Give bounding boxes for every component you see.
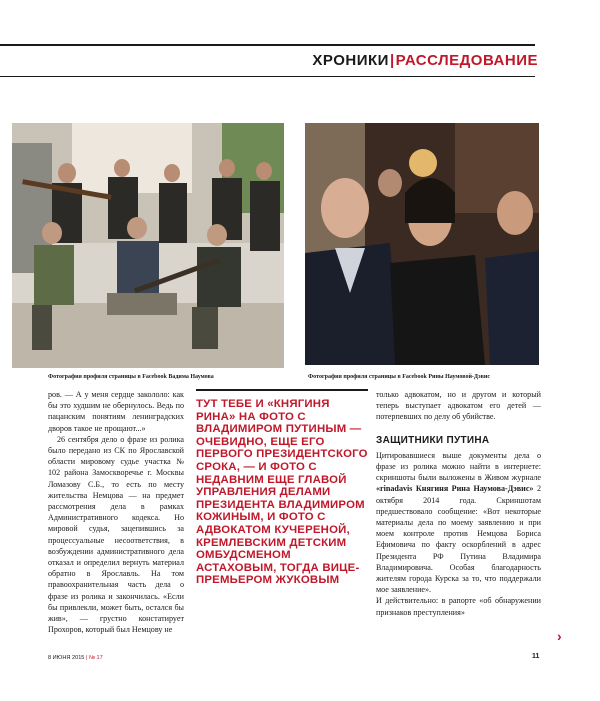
- left-photo-caption: Фотография профиля страницы в Facebook Вадима Наумова: [48, 374, 214, 380]
- paragraph: только адвокатом, но и другом и который теперь выступает адвокатом его детей — потерпевших по делу об убийстве.: [376, 390, 541, 422]
- section-title: ХРОНИКИ: [312, 52, 389, 69]
- subsection-title: РАССЛЕДОВАНИЕ: [395, 52, 538, 69]
- issue-date: 8 ИЮНЯ 2015: [48, 655, 85, 661]
- right-photo-caption: Фотография профиля страницы в Facebook Рины Наумовой-Дэвис: [308, 374, 490, 380]
- header-bottom-rule: [0, 76, 535, 77]
- article-column-right: [376, 389, 541, 618]
- subsection-heading: ЗАЩИТНИКИ ПУТИНА: [376, 434, 490, 446]
- section-divider: |: [389, 52, 395, 69]
- blog-reference: «rinadavis Княгиня Рина Наумова-Дэвис»: [376, 484, 534, 494]
- paragraph-text: 2 октября 2014 года. Скриншотам предшествовало сообщение: «Вот некоторые материалы дела по моему заявлению и при моем контроле против Немцова Бориса Ефимовича по факту оскорблений в адрес Президента РФ Путина Владимира Владимировича. Особая благодарность жителям города Курска за то, что поддержали мое заявление».: [376, 484, 541, 595]
- article-column-left: [48, 389, 184, 635]
- paragraph: [376, 450, 541, 596]
- footer-date-issue: [48, 655, 103, 661]
- issue-number: № 17: [89, 655, 103, 661]
- photo-reception: [305, 123, 539, 365]
- page-number: 11: [532, 653, 540, 660]
- next-page-arrow-icon[interactable]: ›: [557, 628, 562, 644]
- pull-quote: ТУТ ТЕБЕ И «КНЯГИНЯ РИНА» НА ФОТО С ВЛАДИМИРОМ ПУТИНЫМ — ОЧЕВИДНО, ЕЩЕ ЕГО ПЕРВОГО ПРЕЗИДЕНТСКОГО СРОКА, — И ФОТО С НЕДАВНИМ ЕЩЕ ГЛАВОЙ УПРАВЛЕНИЯ ДЕЛАМИ ПРЕЗИДЕНТА ВЛАДИМИРОМ КОЖИНЫМ, И ФОТО С АДВОКАТОМ КУЧЕРЕНОЙ, КРЕМЛЕВСКИМ ДЕТСКИМ ОМБУДСМЕНОМ АСТАХОВЫМ, ТОГДА ВИЦЕ-ПРЕМЬЕРОМ ЖУКОВЫМ: [196, 398, 368, 587]
- issue-divider: |: [85, 655, 88, 661]
- header-top-rule: [0, 44, 535, 46]
- section-header: [312, 52, 538, 69]
- paragraph: И действительно: в рапорте «об обнаружении признаков преступления»: [376, 596, 541, 617]
- paragraph: ров. — А у меня сердце закололо: как бы это худшим не обернулось. Ведь по пацанским понятиям ленинградских дворов такое не прощают...»: [48, 390, 184, 433]
- photo-rina-naumova-davis: [305, 123, 539, 365]
- photo-vadim-naumov: [12, 123, 284, 368]
- photo-group-armed-men: [12, 123, 284, 368]
- paragraph-text: Цитировавшиеся выше документы дела о фразе из ролика можно найти в интернете: скриншоты были выложены в Живом журнале: [376, 450, 541, 483]
- quote-top-rule: [196, 389, 368, 391]
- paragraph: 26 сентября дело о фразе из ролика было передано из СК по Ярославской области мировому судье участка № 102 района Замоскворечье г. Москвы Ломазову С.Б., то есть по месту жительства Немцова — на предмет рассмотрения дела в рамках Административного кодекса. Но мировой судья, зацепившись за процессуальные несоответствия, в возбуждении административного дела отказал и определил вернуть материал обратно в Ярославль. На том правоохранительная часть дела о фразе из ролика и закончилась. «Если бы привлекли, может быть, остался бы жив», — грустно констатирует Прохоров, который был Немцову не: [48, 434, 184, 635]
